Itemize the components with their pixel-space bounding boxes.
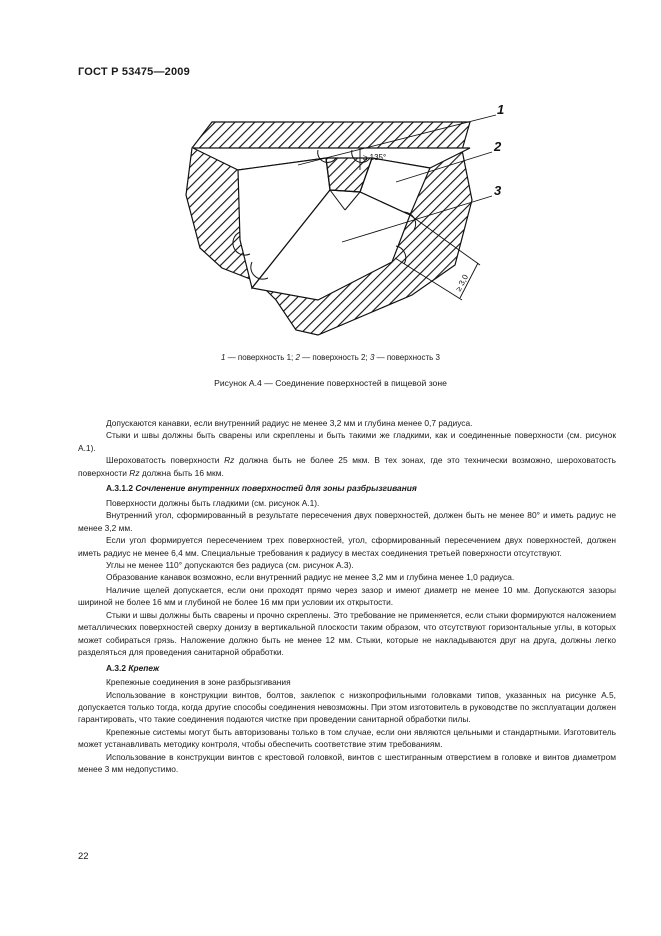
legend-num-2: 2 [295, 353, 300, 362]
paragraph: Стыки и швы должны быть сварены и прочно скреплены. Это требование не применяется, если стыки формируются наложением металлических поверхностей сверху донизу в вертикальной плоскости таким образом, что отсутствуют горизонтальные углы, в которых может собираться грязь. Наложение должно быть не менее 12 мм. Стыки, которые не накладываются друг на друга, должны легко разделяться для проведения санитарной обработки. [78, 609, 616, 658]
junction-drawing [180, 95, 510, 345]
paragraph: Использование в конструкции винтов, болтов, заклепок с низкопрофильными головками типов, указанных на рисунке А.5, допускается только тогда, когда другие способы соединения невозможны. При этом изготовитель в руководстве по эксплуатации должен гарантировать, что такие соединения подаются чистке при проведении санитарной обработки пилы. [78, 689, 616, 725]
section-heading-a312: А.3.1.2 Сочленение внутренних поверхностей для зоны разбрызгивания [106, 483, 417, 494]
callout-3: 3 [494, 183, 502, 198]
paragraph: Образование канавок возможно, если внутренний радиус не менее 3,2 мм и глубина менее 1,0 радиуса. [106, 572, 515, 583]
dimension-label: ≥ 3,0 [453, 273, 471, 293]
legend-num-1: 1 [221, 353, 226, 362]
paragraph: Если угол формируется пересечением трех поверхностей, угол, сформированный пересечением двух поверхностей, должен иметь радиус не менее 6,4 мм. Специальные требования к радиусу в местах соединения третьей поверхности отсутствуют. [78, 535, 616, 558]
legend-text-2: — поверхность 2; [299, 353, 370, 362]
callout-1: 1 [497, 102, 505, 117]
paragraph: Стыки и швы должны быть сварены или скреплены и быть такими же гладкими, как и соединенные поверхности (см. рисунок А.1). [78, 430, 616, 453]
figure-surface-junction [180, 95, 510, 345]
body-text [78, 417, 616, 776]
legend-text-1: — поверхность 1; [225, 353, 296, 362]
paragraph: Шероховатость поверхности Rz должна быть не более 25 мкм. В тех зонах, где это технически возможно, шероховатость поверхности Rz должна быть 16 мкм. [78, 455, 617, 478]
callout-2: 2 [494, 139, 502, 154]
page-number: 22 [78, 851, 89, 862]
paragraph: Допускаются канавки, если внутренний радиус не менее 3,2 мм и глубина менее 0,7 радиуса. [106, 418, 473, 428]
document-code: ГОСТ Р 53475—2009 [78, 66, 190, 78]
paragraph: Внутренний угол, сформированный в результате пересечения двух поверхностей, должен быть не менее 80° и иметь радиус не менее 3,2 мм. [78, 510, 616, 533]
legend-num-3: 3 [369, 353, 375, 362]
paragraph: Углы не менее 110° допускаются без радиуса (см. рисунок А.3). [106, 559, 354, 570]
angle-label: ≥ 135° [363, 153, 387, 162]
figure-legend [0, 353, 661, 362]
paragraph: Наличие щелей допускается, если они проходят прямо через зазор и имеют диаметр не менее 10 мм. Допускаются зазоры шириной не более 16 мм и глубиной не более 16 мм при условии их открытости. [78, 584, 616, 608]
paragraph: Использование в конструкции винтов с крестовой головкой, винтов с шестигранным отверстием в головке и винтов диаметром менее 3 мм недопустимо. [78, 751, 616, 775]
section-heading-a32: А.3.2 Крепеж [106, 662, 160, 673]
paragraph: Крепежные системы могут быть авторизованы только в том случае, если они являются цельными и стандартными. Изготовитель может устанавливать методику контроля, чтобы обеспечить соответствие этим требованиям. [78, 726, 616, 750]
figure-caption: Рисунок А.4 — Соединение поверхностей в пищевой зоне [214, 378, 447, 388]
paragraph: Поверхности должны быть гладкими (см. рисунок А.1). [106, 497, 320, 508]
paragraph: Крепежные соединения в зоне разбрызгивания [106, 677, 291, 688]
legend-text-3: — поверхность 3 [374, 353, 440, 362]
